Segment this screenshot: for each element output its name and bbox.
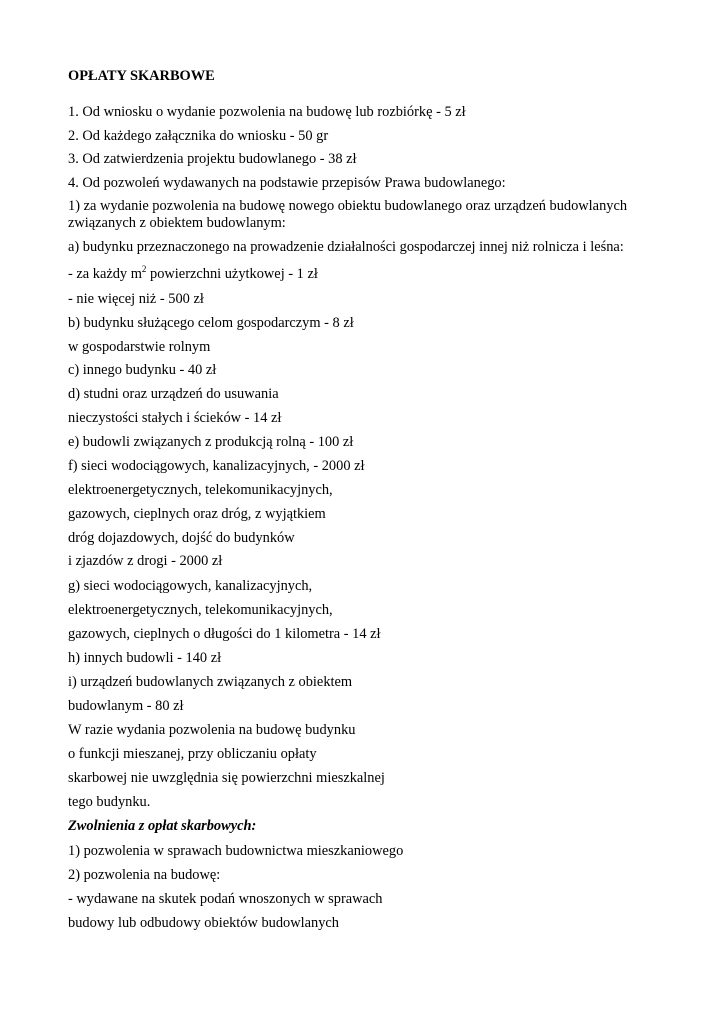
rate-text-end: powierzchni użytkowej - 1 zł bbox=[146, 266, 318, 282]
permit-clause-1: 1) za wydanie pozwolenia na budowę nowego obiektu budowlanego oraz urządzeń budowlanych związanych z obiektem budowlanym: bbox=[68, 198, 628, 231]
document-title: OPŁATY SKARBOWE bbox=[68, 68, 215, 84]
exemptions-heading: Zwolnienia z opłat skarbowych: bbox=[68, 818, 257, 834]
rate-max: - nie więcej niż - 500 zł bbox=[68, 291, 204, 307]
fee-item-1: 1. Od wniosku o wydanie pozwolenia na budowę lub rozbiórkę - 5 zł bbox=[68, 104, 466, 120]
mixed-use-note-1: W razie wydania pozwolenia na budowę budynku bbox=[68, 722, 356, 738]
subclause-f-cont-3: dróg dojazdowych, dojść do budynków bbox=[68, 530, 295, 546]
subclause-b: b) budynku służącego celom gospodarczym - 8 zł bbox=[68, 315, 354, 331]
mixed-use-note-3: skarbowej nie uwzględnia się powierzchni mieszkalnej bbox=[68, 770, 385, 786]
mixed-use-note-4: tego budynku. bbox=[68, 794, 151, 810]
exemption-1: 1) pozwolenia w sprawach budownictwa mieszkaniowego bbox=[68, 843, 404, 859]
subclause-h: h) innych budowli - 140 zł bbox=[68, 650, 222, 666]
fee-item-2: 2. Od każdego załącznika do wniosku - 50 gr bbox=[68, 128, 329, 144]
mixed-use-note-2: o funkcji mieszanej, przy obliczaniu opłaty bbox=[68, 746, 317, 762]
rate-per-square-meter bbox=[68, 266, 318, 283]
subclause-f-cont-2: gazowych, cieplnych oraz dróg, z wyjątkiem bbox=[68, 506, 326, 522]
subclause-i: i) urządzeń budowlanych związanych z obiektem bbox=[68, 674, 353, 690]
rate-text-start: - za każdy m bbox=[68, 266, 142, 282]
fee-item-3: 3. Od zatwierdzenia projektu budowlanego - 38 zł bbox=[68, 151, 357, 167]
subclause-d: d) studni oraz urządzeń do usuwania bbox=[68, 386, 279, 402]
exemption-2-detail: - wydawane na skutek podań wnoszonych w sprawach bbox=[68, 891, 383, 907]
subclause-e: e) budowli związanych z produkcją rolną - 100 zł bbox=[68, 434, 354, 450]
exemption-2-detail-cont: budowy lub odbudowy obiektów budowlanych bbox=[68, 915, 339, 931]
subclause-g-cont-2: gazowych, cieplnych o długości do 1 kilometra - 14 zł bbox=[68, 626, 381, 642]
subclause-c: c) innego budynku - 40 zł bbox=[68, 362, 217, 378]
subclause-b-cont: w gospodarstwie rolnym bbox=[68, 339, 211, 355]
subclause-g-cont-1: elektroenergetycznych, telekomunikacyjnych, bbox=[68, 602, 333, 618]
subclause-f-cont-1: elektroenergetycznych, telekomunikacyjnych, bbox=[68, 482, 333, 498]
subclause-d-cont: nieczystości stałych i ścieków - 14 zł bbox=[68, 410, 282, 426]
subclause-f: f) sieci wodociągowych, kanalizacyjnych, - 2000 zł bbox=[68, 458, 365, 474]
superscript-2: 2 bbox=[141, 264, 147, 274]
subclause-f-cont-4: i zjazdów z drogi - 2000 zł bbox=[68, 553, 223, 569]
subclause-a: a) budynku przeznaczonego na prowadzenie działalności gospodarczej innej niż rolnicza i leśna: bbox=[68, 239, 624, 255]
subclause-g: g) sieci wodociągowych, kanalizacyjnych, bbox=[68, 578, 313, 594]
exemption-2: 2) pozwolenia na budowę: bbox=[68, 867, 221, 883]
subclause-i-cont: budowlanym - 80 zł bbox=[68, 698, 184, 714]
fee-item-4: 4. Od pozwoleń wydawanych na podstawie przepisów Prawa budowlanego: bbox=[68, 175, 506, 191]
